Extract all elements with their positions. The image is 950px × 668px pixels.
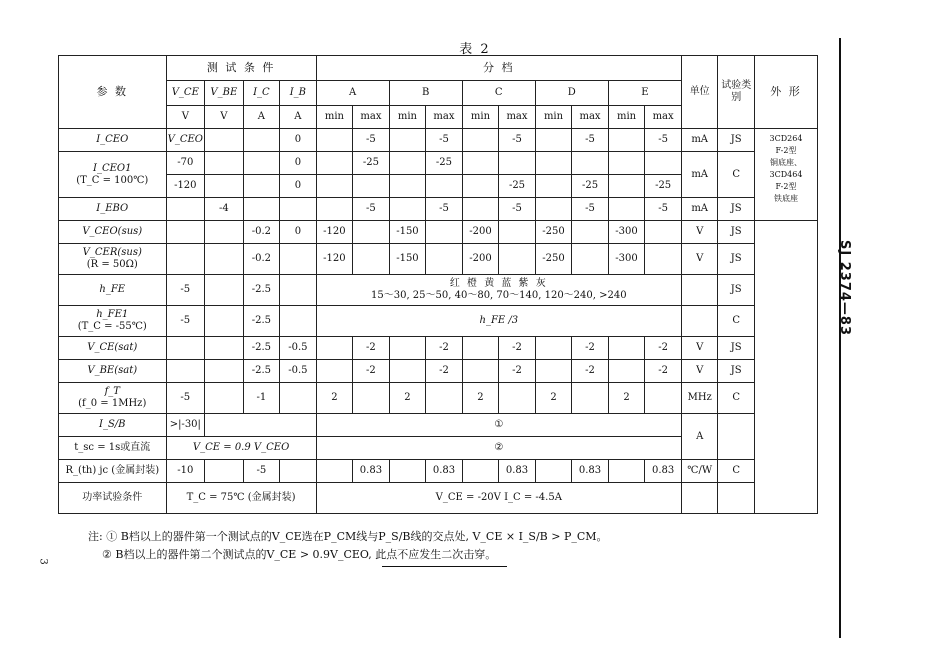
grade-cell: -150 bbox=[389, 221, 426, 244]
grade-cell: -5 bbox=[645, 198, 682, 221]
class-cell: JS bbox=[718, 129, 755, 152]
table-row bbox=[59, 337, 818, 360]
grade-cell: -2 bbox=[426, 337, 463, 360]
vbe-cell bbox=[205, 244, 244, 275]
ib-cell: 0 bbox=[280, 129, 317, 152]
param-symbol: V_CER(sus) bbox=[82, 247, 142, 258]
table-row bbox=[59, 383, 818, 414]
cond-blank bbox=[205, 414, 317, 437]
grade-cell bbox=[316, 198, 353, 221]
grade-cell: 0.83 bbox=[572, 460, 609, 483]
vce-cell bbox=[166, 244, 205, 275]
outline-blank bbox=[754, 221, 817, 514]
ib-cell bbox=[280, 275, 317, 306]
ic-cell: -2.5 bbox=[243, 337, 280, 360]
outline-line: 铁底座 bbox=[773, 194, 798, 203]
grade-d-header: D bbox=[535, 81, 608, 106]
vbe-cell bbox=[205, 129, 244, 152]
grade-cell bbox=[645, 221, 682, 244]
grade-cell: -120 bbox=[316, 221, 353, 244]
grade-e-header: E bbox=[608, 81, 681, 106]
vce-cell bbox=[166, 360, 205, 383]
ic-unit: A bbox=[243, 106, 280, 129]
grade-cell: -5 bbox=[353, 198, 390, 221]
grade-cell bbox=[316, 152, 353, 175]
grade-cell bbox=[645, 383, 682, 414]
param-cell: V_CEO(sus) bbox=[59, 221, 167, 244]
unit-cell: MHz bbox=[681, 383, 718, 414]
grade-cell: -5 bbox=[426, 198, 463, 221]
max-label: max bbox=[353, 106, 390, 129]
power-test-merged: V_CE = -20V I_C = -4.5A bbox=[316, 483, 681, 514]
ib-cell: 0 bbox=[280, 221, 317, 244]
vbe-cell: -4 bbox=[205, 198, 244, 221]
grade-cell: 0.83 bbox=[645, 460, 682, 483]
grade-cell bbox=[389, 152, 426, 175]
vce-cell: -5 bbox=[166, 306, 205, 337]
min-label: min bbox=[316, 106, 353, 129]
class-cell: C bbox=[718, 152, 755, 198]
grade-cell bbox=[353, 221, 390, 244]
class-cell: C bbox=[718, 306, 755, 337]
param-cell: V_BE(sat) bbox=[59, 360, 167, 383]
table-row bbox=[59, 152, 818, 175]
grade-cell bbox=[462, 152, 499, 175]
grade-cell bbox=[316, 337, 353, 360]
param-condition: (R = 50Ω) bbox=[86, 259, 138, 270]
grade-cell bbox=[353, 175, 390, 198]
grade-cell bbox=[608, 337, 645, 360]
ib-cell bbox=[280, 383, 317, 414]
ib-unit: A bbox=[280, 106, 317, 129]
grade-cell: -25 bbox=[572, 175, 609, 198]
outline-header: 外 形 bbox=[754, 56, 817, 129]
vce-cell: -5 bbox=[166, 275, 205, 306]
ib-col-header: I_B bbox=[280, 81, 317, 106]
ic-cell bbox=[243, 175, 280, 198]
ib-cell bbox=[280, 244, 317, 275]
min-label: min bbox=[462, 106, 499, 129]
grade-cell bbox=[462, 460, 499, 483]
grade-cell bbox=[353, 244, 390, 275]
hfe-ranges: 15～30, 25～50, 40～80, 70～140, 120～240, >240 bbox=[371, 290, 627, 301]
class-cell: JS bbox=[718, 244, 755, 275]
vbe-col-header: V_BE bbox=[205, 81, 244, 106]
grade-cell bbox=[316, 129, 353, 152]
ib-cell: 0 bbox=[280, 175, 317, 198]
param-cell bbox=[59, 244, 167, 275]
grade-cell bbox=[316, 360, 353, 383]
class-cell bbox=[718, 414, 755, 460]
param-cell: h_FE bbox=[59, 275, 167, 306]
grade-cell bbox=[462, 198, 499, 221]
ic-cell: -1 bbox=[243, 383, 280, 414]
unit-cell: V bbox=[681, 221, 718, 244]
hfe-color-cell bbox=[316, 275, 681, 306]
grade-cell: -2 bbox=[353, 337, 390, 360]
max-label: max bbox=[572, 106, 609, 129]
ic-cell: -5 bbox=[243, 460, 280, 483]
grade-cell bbox=[535, 360, 572, 383]
min-label: min bbox=[389, 106, 426, 129]
ib-cell: 0 bbox=[280, 152, 317, 175]
param-cell bbox=[59, 383, 167, 414]
unit-cell bbox=[681, 275, 718, 306]
grade-cell bbox=[316, 460, 353, 483]
param-condition: (T_C = 100℃) bbox=[76, 174, 149, 186]
vce-cell: V_CEO bbox=[166, 129, 205, 152]
unit-cell: ℃/W bbox=[681, 460, 718, 483]
param-cell: I_S/B bbox=[59, 414, 167, 437]
note-divider bbox=[382, 566, 507, 567]
grade-cell bbox=[535, 129, 572, 152]
vbe-unit: V bbox=[205, 106, 244, 129]
class-cell: JS bbox=[718, 360, 755, 383]
grade-cell: 2 bbox=[462, 383, 499, 414]
grade-cell bbox=[462, 337, 499, 360]
param-cell: 功率试验条件 bbox=[59, 483, 167, 514]
grade-b-header: B bbox=[389, 81, 462, 106]
table-caption: 表 2 bbox=[459, 42, 491, 57]
grade-cell: 0.83 bbox=[353, 460, 390, 483]
grade-cell: -250 bbox=[535, 244, 572, 275]
unit-header: 单位 bbox=[681, 56, 718, 129]
vbe-cell bbox=[205, 383, 244, 414]
grade-cell: -200 bbox=[462, 221, 499, 244]
grade-cell: -2 bbox=[426, 360, 463, 383]
grade-cell bbox=[389, 129, 426, 152]
outline-line: F-2型 bbox=[775, 182, 797, 191]
notes bbox=[88, 528, 608, 564]
unit-cell: V bbox=[681, 360, 718, 383]
vce-cell: -5 bbox=[166, 383, 205, 414]
grade-cell: -2 bbox=[572, 337, 609, 360]
table-row bbox=[59, 221, 818, 244]
param-cell: t_sc = 1s或直流 bbox=[59, 437, 167, 460]
unit-cell: V bbox=[681, 244, 718, 275]
unit-cell: mA bbox=[681, 152, 718, 198]
unit-cell: A bbox=[681, 414, 718, 460]
vbe-cell bbox=[205, 460, 244, 483]
grade-cell bbox=[389, 175, 426, 198]
ic-cell: -2.5 bbox=[243, 306, 280, 337]
grade-cell bbox=[389, 198, 426, 221]
ic-cell: -0.2 bbox=[243, 244, 280, 275]
vce-col-header: V_CE bbox=[166, 81, 205, 106]
grade-cell bbox=[389, 460, 426, 483]
param-symbol: I_CEO1 bbox=[93, 162, 132, 174]
param-cell: R_(th) jc (金属封装) bbox=[59, 460, 167, 483]
table-row bbox=[59, 198, 818, 221]
grade-cell bbox=[608, 152, 645, 175]
hfe1-merged-cell: h_FE /3 bbox=[316, 306, 681, 337]
ic-cell: -0.2 bbox=[243, 221, 280, 244]
unit-cell: mA bbox=[681, 198, 718, 221]
note-1: 注: ① B档以上的器件第一个测试点的V_CE选在P_CM线与P_S/B线的交点处, V_CE × I_S/B > P_CM。 bbox=[88, 530, 608, 543]
outline-cell bbox=[754, 129, 817, 221]
ic-col-header: I_C bbox=[243, 81, 280, 106]
grade-cell: 2 bbox=[608, 383, 645, 414]
param-cell bbox=[59, 152, 167, 198]
vbe-cell bbox=[205, 152, 244, 175]
grade-c-header: C bbox=[462, 81, 535, 106]
grade-cell: -25 bbox=[426, 152, 463, 175]
grade-cell: 0.83 bbox=[426, 460, 463, 483]
vce-cell: -120 bbox=[166, 175, 205, 198]
ic-cell: -2.5 bbox=[243, 360, 280, 383]
grade-cell bbox=[426, 175, 463, 198]
grade-cell bbox=[645, 152, 682, 175]
class-cell: C bbox=[718, 383, 755, 414]
vbe-cell bbox=[205, 360, 244, 383]
vce-cell: -70 bbox=[166, 152, 205, 175]
grade-cell bbox=[426, 244, 463, 275]
grade-cell: -5 bbox=[499, 198, 536, 221]
ib-cell bbox=[280, 306, 317, 337]
table-row bbox=[59, 244, 818, 275]
min-label: min bbox=[535, 106, 572, 129]
grade-cell: -2 bbox=[499, 337, 536, 360]
max-label: max bbox=[426, 106, 463, 129]
document-number: SJ 2374—83 bbox=[837, 240, 852, 336]
grade-cell bbox=[535, 337, 572, 360]
table-row bbox=[59, 483, 818, 514]
grades-header: 分 档 bbox=[316, 56, 681, 81]
grade-cell bbox=[572, 383, 609, 414]
cond-merged-cell: V_CE = 0.9 V_CEO bbox=[166, 437, 316, 460]
grade-cell bbox=[426, 221, 463, 244]
unit-cell: V bbox=[681, 337, 718, 360]
vce-cell: >|-30| bbox=[166, 414, 205, 437]
grade-cell bbox=[499, 383, 536, 414]
class-cell: JS bbox=[718, 337, 755, 360]
class-cell: JS bbox=[718, 221, 755, 244]
grade-cell bbox=[426, 383, 463, 414]
spec-table bbox=[58, 55, 818, 514]
vbe-cell bbox=[205, 175, 244, 198]
page-number: 3 bbox=[37, 558, 49, 565]
ib-cell bbox=[280, 198, 317, 221]
table-row bbox=[59, 306, 818, 337]
grade-cell: -2 bbox=[353, 360, 390, 383]
table-row bbox=[59, 129, 818, 152]
grade-cell bbox=[535, 198, 572, 221]
ic-cell bbox=[243, 198, 280, 221]
unit-cell: mA bbox=[681, 129, 718, 152]
param-condition: (f_0 = 1MHz) bbox=[78, 398, 147, 409]
outline-line: F-2型 bbox=[775, 146, 797, 155]
grade-cell bbox=[462, 129, 499, 152]
grade-cell bbox=[572, 152, 609, 175]
grade-cell: -2 bbox=[645, 360, 682, 383]
max-label: max bbox=[499, 106, 536, 129]
param-cell: I_EBO bbox=[59, 198, 167, 221]
grade-cell bbox=[645, 244, 682, 275]
vce-unit: V bbox=[166, 106, 205, 129]
outline-line: 铜底座、 bbox=[769, 158, 802, 167]
side-rule bbox=[839, 38, 841, 638]
grade-cell bbox=[572, 221, 609, 244]
grade-cell: -300 bbox=[608, 244, 645, 275]
grade-cell bbox=[572, 244, 609, 275]
grade-cell: -150 bbox=[389, 244, 426, 275]
grade-cell: -5 bbox=[572, 198, 609, 221]
param-cell: V_CE(sat) bbox=[59, 337, 167, 360]
grade-cell: 2 bbox=[316, 383, 353, 414]
class-cell: JS bbox=[718, 275, 755, 306]
grade-cell: -5 bbox=[426, 129, 463, 152]
ic-cell bbox=[243, 129, 280, 152]
grade-a-header: A bbox=[316, 81, 389, 106]
table-row bbox=[59, 414, 818, 437]
vce-cell bbox=[166, 337, 205, 360]
grade-cell: -5 bbox=[353, 129, 390, 152]
grade-cell bbox=[462, 175, 499, 198]
grade-cell: -25 bbox=[499, 175, 536, 198]
grade-cell bbox=[353, 383, 390, 414]
min-label: min bbox=[608, 106, 645, 129]
isb-note-1: ① bbox=[316, 414, 681, 437]
cond-merged-cell: T_C = 75℃ (金属封装) bbox=[166, 483, 316, 514]
grade-cell bbox=[608, 175, 645, 198]
vce-cell: -10 bbox=[166, 460, 205, 483]
grade-cell bbox=[499, 152, 536, 175]
grade-cell bbox=[535, 460, 572, 483]
param-symbol: f_T bbox=[104, 386, 120, 397]
unit-cell bbox=[681, 306, 718, 337]
grade-cell: -5 bbox=[645, 129, 682, 152]
class-cell bbox=[718, 483, 755, 514]
test-class-header: 试验类别 bbox=[718, 56, 755, 129]
param-cell bbox=[59, 306, 167, 337]
vce-cell bbox=[166, 221, 205, 244]
unit-cell bbox=[681, 483, 718, 514]
grade-cell bbox=[608, 360, 645, 383]
grade-cell: -2 bbox=[645, 337, 682, 360]
vbe-cell bbox=[205, 337, 244, 360]
grade-cell: -200 bbox=[462, 244, 499, 275]
grade-cell bbox=[499, 221, 536, 244]
grade-cell: 2 bbox=[389, 383, 426, 414]
grade-cell bbox=[608, 129, 645, 152]
table-row bbox=[59, 460, 818, 483]
ib-cell: -0.5 bbox=[280, 360, 317, 383]
grade-cell bbox=[389, 337, 426, 360]
note-2: ② B档以上的器件第二个测试点的V_CE > 0.9V_CEO, 此点不应发生二次击穿。 bbox=[102, 548, 497, 561]
isb-note-2: ② bbox=[316, 437, 681, 460]
outline-line: 3CD464 bbox=[769, 170, 803, 179]
vce-cell bbox=[166, 198, 205, 221]
grade-cell: -25 bbox=[353, 152, 390, 175]
class-cell: C bbox=[718, 460, 755, 483]
grade-cell: -120 bbox=[316, 244, 353, 275]
grade-cell: -250 bbox=[535, 221, 572, 244]
grade-cell bbox=[499, 244, 536, 275]
grade-cell bbox=[462, 360, 499, 383]
grade-cell bbox=[535, 175, 572, 198]
grade-cell bbox=[535, 152, 572, 175]
vbe-cell bbox=[205, 306, 244, 337]
grade-cell: 0.83 bbox=[499, 460, 536, 483]
conditions-header: 测 试 条 件 bbox=[166, 56, 316, 81]
grade-cell bbox=[608, 460, 645, 483]
ic-cell bbox=[243, 152, 280, 175]
table-row bbox=[59, 275, 818, 306]
grade-cell bbox=[389, 360, 426, 383]
outline-line: 3CD264 bbox=[769, 134, 803, 143]
ic-cell: -2.5 bbox=[243, 275, 280, 306]
grade-cell: -5 bbox=[572, 129, 609, 152]
grade-cell: -2 bbox=[572, 360, 609, 383]
max-label: max bbox=[645, 106, 682, 129]
vbe-cell bbox=[205, 221, 244, 244]
table-row bbox=[59, 360, 818, 383]
grade-cell: 2 bbox=[535, 383, 572, 414]
param-header: 参 数 bbox=[59, 56, 167, 129]
param-symbol: h_FE1 bbox=[96, 309, 129, 320]
grade-cell: -5 bbox=[499, 129, 536, 152]
ib-cell bbox=[280, 460, 317, 483]
param-cell: I_CEO bbox=[59, 129, 167, 152]
param-condition: (T_C = -55℃) bbox=[77, 321, 147, 332]
hfe-colors: 红 橙 黄 蓝 紫 灰 bbox=[449, 278, 548, 289]
grade-cell: -300 bbox=[608, 221, 645, 244]
class-cell: JS bbox=[718, 198, 755, 221]
grade-cell: -2 bbox=[499, 360, 536, 383]
vbe-cell bbox=[205, 275, 244, 306]
grade-cell bbox=[608, 198, 645, 221]
grade-cell: -25 bbox=[645, 175, 682, 198]
grade-cell bbox=[316, 175, 353, 198]
ib-cell: -0.5 bbox=[280, 337, 317, 360]
